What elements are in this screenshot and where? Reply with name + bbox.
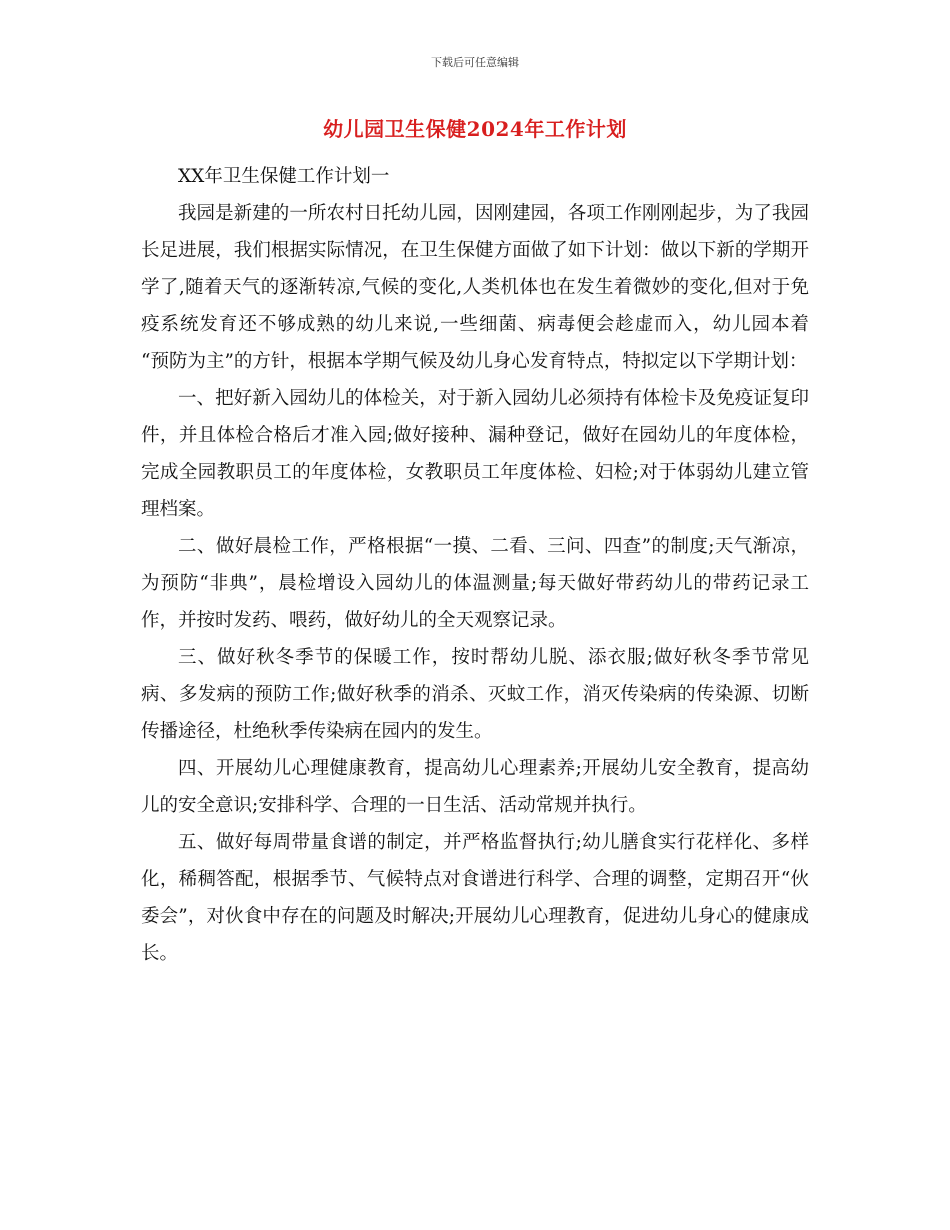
section-heading: XX年卫生保健工作计划一 xyxy=(178,166,390,187)
page-header-note: 下载后可任意编辑 xyxy=(431,56,519,69)
plan-item-2: 二、做好晨检工作，严格根据“一摸、二看、三问、四查”的制度;天气渐凉，为预防“非典”，晨检增设入园幼儿的体温测量;每天做好带药幼儿的带药记录工作，并按时发药、喂药，做好幼儿的全天观察记录。 xyxy=(141,536,809,631)
document-title: 幼儿园卫生保健2024年工作计划 xyxy=(323,117,627,141)
plan-item-3: 三、做好秋冬季节的保暖工作，按时帮幼儿脱、添衣服;做好秋冬季节常见病、多发病的预防工作;做好秋季的消杀、灭蚊工作，消灭传染病的传染源、切断传播途径，杜绝秋季传染病在园内的发生。 xyxy=(141,647,809,742)
intro-paragraph: 我园是新建的一所农村日托幼儿园，因刚建园，各项工作刚刚起步，为了我园长足进展，我们根据实际情况，在卫生保健方面做了如下计划：做以下新的学期开学了,随着天气的逐渐转凉,气候的变化,人类机体也在发生着微妙的变化,但对于免疫系统发育还不够成熟的幼儿来说,一些细菌、病毒便会趁虚而入，幼儿园本着 “预防为主”的方针，根据本学期气候及幼儿身心发育特点，特拟定以下学期计划： xyxy=(141,203,809,372)
document-body xyxy=(141,158,809,972)
plan-item-5: 五、做好每周带量食谱的制定，并严格监督执行;幼儿膳食实行花样化、多样化，稀稠答配，根据季节、气候特点对食谱进行科学、合理的调整，定期召开“伙委会”，对伙食中存在的问题及时解决;开展幼儿心理教育，促进幼儿身心的健康成长。 xyxy=(141,832,809,964)
plan-item-1: 一、把好新入园幼儿的体检关，对于新入园幼儿必须持有体检卡及免疫证复印件，并且体检合格后才准入园;做好接种、漏种登记，做好在园幼儿的年度体检，完成全园教职员工的年度体检，女教职员工年度体检、妇检;对于体弱幼儿建立管理档案。 xyxy=(141,388,809,520)
plan-item-4: 四、开展幼儿心理健康教育，提高幼儿心理素养;开展幼儿安全教育，提高幼儿的安全意识;安排科学、合理的一日生活、活动常规并执行。 xyxy=(141,758,809,816)
